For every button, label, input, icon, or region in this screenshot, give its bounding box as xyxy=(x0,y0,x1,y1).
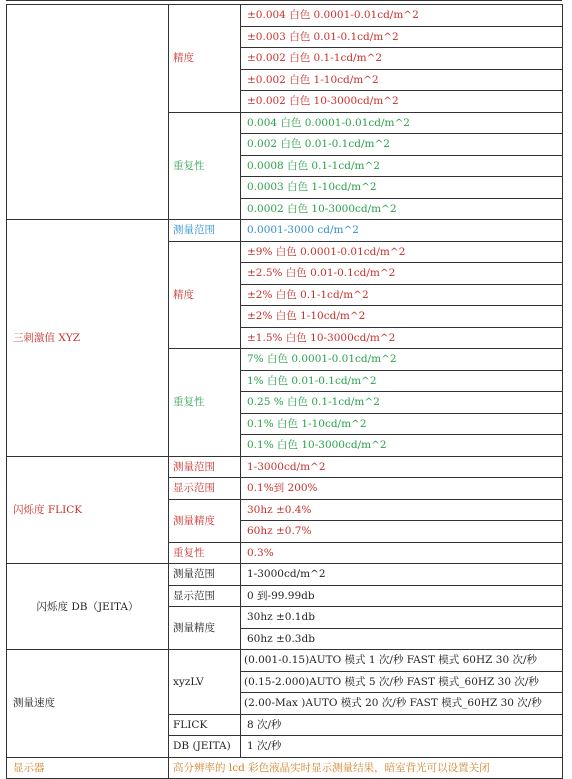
xyz-accuracy-row: ±1.5% 白色 10-3000cd/m^2 xyxy=(241,327,563,349)
table-row xyxy=(7,5,563,27)
flick-accuracy-row: 30hz ±0.4% xyxy=(241,499,563,521)
accuracy-label: 精度 xyxy=(169,5,241,113)
accuracy-row: ±0.002 白色 0.1-1cd/m^2 xyxy=(241,48,563,70)
xyz-repeatability-row: 0.25 % 白色 0.1-1cd/m^2 xyxy=(241,392,563,414)
xyz-accuracy-label: 精度 xyxy=(169,241,241,349)
display-value: 高分辨率的 lcd 彩色液晶实时显示测量结果，暗室背光可以设置关闭 xyxy=(169,757,563,779)
table-row xyxy=(7,456,563,478)
table-row xyxy=(7,650,563,672)
xyz-repeatability-row: 0.1% 白色 10-3000cd/m^2 xyxy=(241,435,563,457)
flick-range-label: 测量范围 xyxy=(169,456,241,478)
accuracy-row: ±0.003 白色 0.01-0.1cd/m^2 xyxy=(241,26,563,48)
jeita-display-label: 显示范围 xyxy=(169,585,241,607)
flick-accuracy-label: 测量精度 xyxy=(169,499,241,542)
xyz-label: 三刺激值 XYZ xyxy=(7,220,169,457)
xyz-accuracy-row: ±2% 白色 1-10cd/m^2 xyxy=(241,306,563,328)
xyz-range-label: 测量范围 xyxy=(169,220,241,242)
speed-xyzlv-row: (2.00-Max )AUTO 模式 20 次/秒 FAST 模式_60HZ 30 次/秒 xyxy=(241,693,563,715)
flick-repeat-value: 0.3% xyxy=(241,542,563,564)
speed-db-label: DB (JEITA) xyxy=(169,736,241,758)
repeatability-row: 0.004 白色 0.0001-0.01cd/m^2 xyxy=(241,112,563,134)
jeita-accuracy-row: 60hz ±0.3db xyxy=(241,628,563,650)
accuracy-row: ±0.004 白色 0.0001-0.01cd/m^2 xyxy=(241,5,563,27)
flick-label: 闪烁度 FLICK xyxy=(7,456,169,564)
speed-xyzlv-row: (0.001-0.15)AUTO 模式 1 次/秒 FAST 模式 60HZ 30 次/秒 xyxy=(241,650,563,672)
xyz-accuracy-row: ±9% 白色 0.0001-0.01cd/m^2 xyxy=(241,241,563,263)
flick-range-value: 1-3000cd/m^2 xyxy=(241,456,563,478)
flick-display-label: 显示范围 xyxy=(169,478,241,500)
jeita-range-value: 1-3000cd/m^2 xyxy=(241,564,563,586)
display-label: 显示器 xyxy=(7,757,169,779)
accuracy-row: ±0.002 白色 1-10cd/m^2 xyxy=(241,69,563,91)
speed-flick-label: FLICK xyxy=(169,714,241,736)
flick-accuracy-row: 60hz ±0.7% xyxy=(241,521,563,543)
accuracy-row: ±0.002 白色 10-3000cd/m^2 xyxy=(241,91,563,113)
table-row xyxy=(7,220,563,242)
repeatability-label: 重复性 xyxy=(169,112,241,220)
jeita-accuracy-label: 测量精度 xyxy=(169,607,241,650)
speed-db-value: 1 次/秒 xyxy=(241,736,563,758)
repeatability-row: 0.0008 白色 0.1-1cd/m^2 xyxy=(241,155,563,177)
speed-xyzlv-row: (0.15-2.000)AUTO 模式 5 次/秒 FAST 模式_60HZ 30 次/秒 xyxy=(241,671,563,693)
xyz-repeatability-row: 0.1% 白色 1-10cd/m^2 xyxy=(241,413,563,435)
repeatability-row: 0.0003 白色 1-10cd/m^2 xyxy=(241,177,563,199)
table-row xyxy=(7,757,563,779)
repeatability-row: 0.0002 白色 10-3000cd/m^2 xyxy=(241,198,563,220)
xyz-range-value: 0.0001-3000 cd/m^2 xyxy=(241,220,563,242)
speed-flick-value: 8 次/秒 xyxy=(241,714,563,736)
flick-display-value: 0.1%到 200% xyxy=(241,478,563,500)
luminance-group-cell xyxy=(7,5,169,220)
table-row xyxy=(7,564,563,586)
jeita-display-value: 0 到-99.99db xyxy=(241,585,563,607)
xyz-accuracy-row: ±2.5% 白色 0.01-0.1cd/m^2 xyxy=(241,263,563,285)
xyz-repeatability-row: 7% 白色 0.0001-0.01cd/m^2 xyxy=(241,349,563,371)
xyz-repeatability-label: 重复性 xyxy=(169,349,241,457)
repeatability-row: 0.002 白色 0.01-0.1cd/m^2 xyxy=(241,134,563,156)
spec-table xyxy=(6,4,563,779)
jeita-range-label: 测量范围 xyxy=(169,564,241,586)
xyz-accuracy-row: ±2% 白色 0.1-1cd/m^2 xyxy=(241,284,563,306)
flick-repeat-label: 重复性 xyxy=(169,542,241,564)
speed-xyzlv-label: xyzLV xyxy=(169,650,241,715)
speed-label: 测量速度 xyxy=(7,650,169,758)
xyz-repeatability-row: 1% 白色 0.01-0.1cd/m^2 xyxy=(241,370,563,392)
jeita-label: 闪烁度 DB（JEITA） xyxy=(7,564,169,650)
jeita-accuracy-row: 30hz ±0.1db xyxy=(241,607,563,629)
